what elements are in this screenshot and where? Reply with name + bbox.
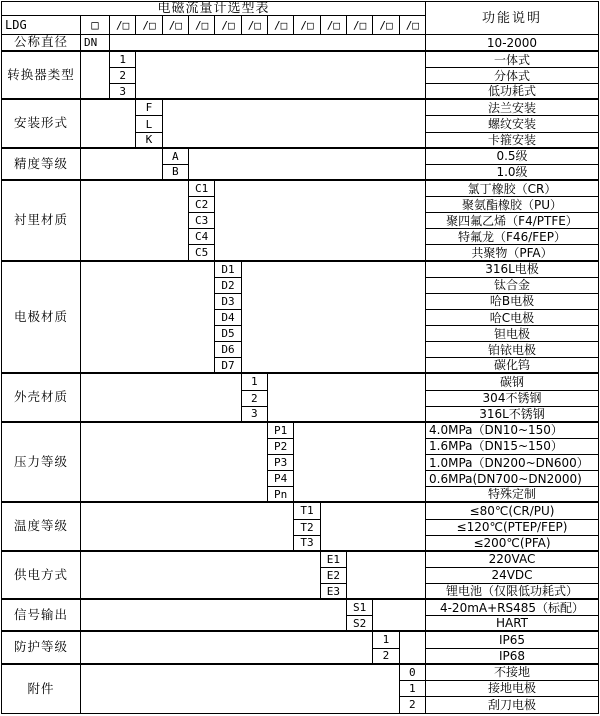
spacer: [136, 52, 426, 100]
model-prefix: LDG: [2, 16, 81, 35]
model-box-symbol: □: [81, 16, 110, 35]
code-cell: P3: [268, 455, 294, 471]
desc-cell: ≤120℃(PTEP/FEP): [426, 520, 598, 536]
desc-cell: 钛合金: [426, 278, 598, 294]
desc-cell: HART: [426, 616, 598, 632]
function-column-header: 功能说明: [426, 2, 598, 35]
code-cell: C3: [189, 213, 215, 229]
spacer: [321, 503, 426, 551]
category-label: 电极材质: [2, 262, 81, 375]
model-slot: /□: [400, 16, 426, 35]
category-label: 附件: [2, 665, 81, 713]
desc-cell: 不接地: [426, 665, 598, 681]
desc-cell: 聚四氟乙烯（F4/PTFE）: [426, 213, 598, 229]
code-cell: 3: [110, 84, 136, 100]
code-cell: F: [136, 100, 162, 116]
code-cell: D2: [215, 278, 241, 294]
spacer: [215, 181, 426, 262]
spacer: [347, 552, 426, 600]
spacer: [242, 262, 426, 375]
code-cell: S1: [347, 600, 373, 616]
code-cell: E3: [321, 584, 347, 600]
category-label: 压力等级: [2, 423, 81, 504]
spacer: [110, 35, 426, 52]
code-cell: B: [163, 165, 189, 181]
desc-cell: 0.5级: [426, 149, 598, 165]
code-cell: D5: [215, 326, 241, 342]
spacer: [189, 149, 426, 181]
desc-cell: 220VAC: [426, 552, 598, 568]
category-label: 转换器类型: [2, 52, 81, 100]
desc-cell: 铂铱电极: [426, 342, 598, 358]
spacer: [81, 100, 136, 148]
model-slot: /□: [294, 16, 320, 35]
desc-cell: 316L不锈钢: [426, 407, 598, 423]
desc-cell: 一体式: [426, 52, 598, 68]
code-cell: 1: [400, 681, 426, 697]
desc-cell: 哈C电极: [426, 310, 598, 326]
code-cell: E1: [321, 552, 347, 568]
category-label: 精度等级: [2, 149, 81, 181]
desc-cell: ≤200℃(PFA): [426, 536, 598, 552]
code-cell: A: [163, 149, 189, 165]
code-cell: S2: [347, 616, 373, 632]
model-slot: /□: [242, 16, 268, 35]
spacer: [294, 423, 426, 504]
spacer: [81, 503, 294, 551]
desc-cell: 共聚物（PFA）: [426, 245, 598, 261]
desc-cell: ≤80℃(CR/PU): [426, 503, 598, 519]
desc-cell: IP65: [426, 632, 598, 648]
model-slot: /□: [136, 16, 162, 35]
desc-cell: 碳钢: [426, 374, 598, 390]
spacer: [373, 600, 426, 632]
spacer: [81, 665, 400, 713]
desc-cell: 316L电极: [426, 262, 598, 278]
desc-cell: 1.0MPa（DN200~DN600）: [426, 455, 598, 471]
page-title: 电磁流量计选型表: [2, 2, 426, 16]
category-label: 衬里材质: [2, 181, 81, 262]
model-slot: /□: [347, 16, 373, 35]
desc-cell: 特殊定制: [426, 487, 598, 503]
model-slot: /□: [110, 16, 136, 35]
code-cell: C1: [189, 181, 215, 197]
desc-cell: 4.0MPa（DN10~150）: [426, 423, 598, 439]
model-slot: /□: [215, 16, 241, 35]
model-slot: /□: [373, 16, 399, 35]
desc-cell: 锂电池（仅限低功耗式）: [426, 584, 598, 600]
desc-cell: 钽电极: [426, 326, 598, 342]
desc-cell: 氯丁橡胶（CR）: [426, 181, 598, 197]
code-cell: P1: [268, 423, 294, 439]
model-slot: /□: [163, 16, 189, 35]
category-label: 安装形式: [2, 100, 81, 148]
code-cell: T3: [294, 536, 320, 552]
model-slot: /□: [268, 16, 294, 35]
desc-cell: 1.0级: [426, 165, 598, 181]
desc-cell: IP68: [426, 649, 598, 665]
code-cell: E2: [321, 568, 347, 584]
desc-cell: 聚氨酯橡胶（PU）: [426, 197, 598, 213]
code-cell: T1: [294, 503, 320, 519]
code-cell: 2: [110, 68, 136, 84]
spacer: [81, 52, 110, 100]
code-cell: D7: [215, 358, 241, 374]
code-cell: L: [136, 116, 162, 132]
code-cell: 3: [242, 407, 268, 423]
desc-cell: 螺纹安装: [426, 116, 598, 132]
code-cell: 1: [242, 374, 268, 390]
spacer: [400, 632, 426, 664]
code-cell: P2: [268, 439, 294, 455]
category-label: 温度等级: [2, 503, 81, 551]
desc-cell: 刮刀电极: [487, 697, 536, 712]
desc-cell: 碳化钨: [426, 358, 598, 374]
desc-cell: 4-20mA+RS485（标配）: [426, 600, 598, 616]
spacer: [81, 181, 189, 262]
code-cell: 1: [110, 52, 136, 68]
code-cell: C2: [189, 197, 215, 213]
category-label: 供电方式: [2, 552, 81, 600]
code-cell: C4: [189, 229, 215, 245]
code-cell: D1: [215, 262, 241, 278]
category-label: 外壳材质: [2, 374, 81, 422]
spacer: [81, 149, 163, 181]
code-cell: 1: [373, 632, 399, 648]
spacer: [81, 632, 373, 664]
spacer: [81, 374, 242, 422]
code-cell: Pn: [268, 487, 294, 503]
model-slot: /□: [189, 16, 215, 35]
selection-table: [1, 1, 599, 714]
spacer: [81, 600, 347, 632]
code-cell: D3: [215, 294, 241, 310]
spacer: [81, 423, 268, 504]
spacer: [268, 374, 426, 422]
code-cell: P4: [268, 471, 294, 487]
desc-cell: 24VDC: [426, 568, 598, 584]
spacer: [81, 262, 215, 375]
code-cell: D4: [215, 310, 241, 326]
code-cell: 2: [400, 697, 426, 713]
model-slot: /□: [321, 16, 347, 35]
spacer: [163, 100, 426, 148]
desc-cell: 哈B电极: [426, 294, 598, 310]
desc-cell: 10-2000: [426, 35, 598, 52]
code-cell: 2: [242, 391, 268, 407]
category-label: 防护等级: [2, 632, 81, 664]
desc-cell: 0.6MPa(DN700~DN2000): [426, 471, 598, 487]
code-cell: K: [136, 133, 162, 149]
desc-cell: 特氟龙（F46/FEP）: [426, 229, 598, 245]
desc-cell: 304不锈钢: [426, 391, 598, 407]
desc-cell: 分体式: [426, 68, 598, 84]
code-cell: C5: [189, 245, 215, 261]
desc-cell: 法兰安装: [426, 100, 598, 116]
code-cell: T2: [294, 520, 320, 536]
category-label: 公称直径: [2, 35, 81, 52]
desc-cell: 低功耗式: [426, 84, 598, 100]
desc-cell: 卡箍安装: [426, 133, 598, 149]
dn-code: DN: [81, 35, 110, 52]
spacer: [81, 552, 321, 600]
desc-cell: 1.6MPa（DN15~150）: [426, 439, 598, 455]
desc-cell: 接地电极: [426, 681, 598, 697]
code-cell: 0: [400, 665, 426, 681]
category-label: 信号输出: [2, 600, 81, 632]
code-cell: D6: [215, 342, 241, 358]
code-cell: 2: [373, 649, 399, 665]
